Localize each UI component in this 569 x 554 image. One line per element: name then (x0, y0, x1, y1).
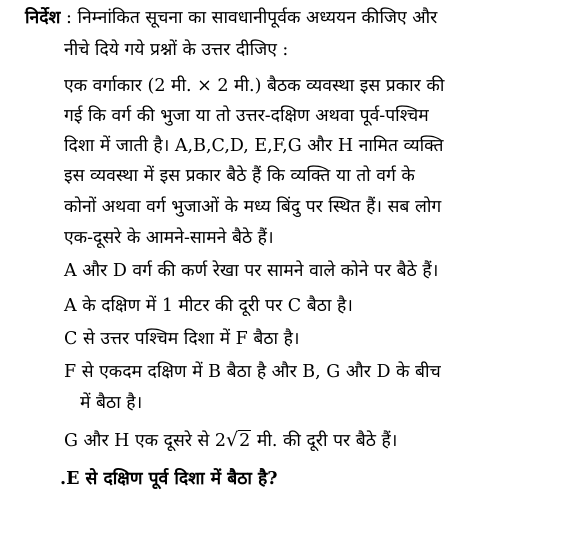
square-root-radicand: 2 (239, 431, 251, 451)
paragraph-line-5: कोनों अथवा वर्ग भुजाओं के मध्य बिंदु पर स्थित हैं। सब लोग (64, 197, 442, 217)
direction-line-2: नीचे दिये गये प्रश्नों के उत्तर दीजिए : (64, 40, 289, 60)
statement-5 (64, 428, 397, 453)
statement-2: A के दक्षिण में 1 मीटर की दूरी पर C बैठा है। (64, 296, 353, 316)
paragraph-line-6: एक-दूसरे के आमने-सामने बैठे हैं। (64, 228, 274, 248)
direction-line-1 (25, 6, 437, 30)
statement-1: A और D वर्ग की कर्ण रेखा पर सामने वाले कोने पर बैठे हैं। (64, 261, 439, 281)
square-root-symbol: √ (226, 429, 239, 451)
direction-label: निर्देश (25, 8, 61, 28)
paragraph-line-3: दिशा में जाती है। A,B,C,D, E,F,G और H नामित व्यक्ति (64, 136, 444, 156)
paragraph-line-4: इस व्यवस्था में इस प्रकार बैठे हैं कि व्यक्ति या तो वर्ग के (64, 166, 415, 186)
paragraph-line-2: गई कि वर्ग की भुजा या तो उत्तर-दक्षिण अथवा पूर्व-पश्चिम (64, 106, 429, 126)
question-text: .E से दक्षिण पूर्व दिशा में बैठा है? (60, 469, 278, 489)
direction-text-1: : निम्नांकित सूचना का सावधानीपूर्वक अध्ययन कीजिए और (66, 8, 438, 28)
statement-3: C से उत्तर पश्चिम दिशा में F बैठा है। (64, 329, 300, 349)
statement-5-text-after: मी. की दूरी पर बैठे हैं। (251, 431, 398, 451)
paragraph-line-1: एक वर्गाकार (2 मी. × 2 मी.) बैठक व्यवस्था इस प्रकार की (64, 76, 445, 96)
square-root-expression (226, 428, 251, 453)
statement-4-line-1: F से एकदम दक्षिण में B बैठा है और B, G और D के बीच (64, 362, 441, 382)
statement-4-line-2: में बैठा है। (80, 393, 143, 413)
statement-5-text-before: G और H एक दूसरे से 2 (64, 431, 227, 451)
